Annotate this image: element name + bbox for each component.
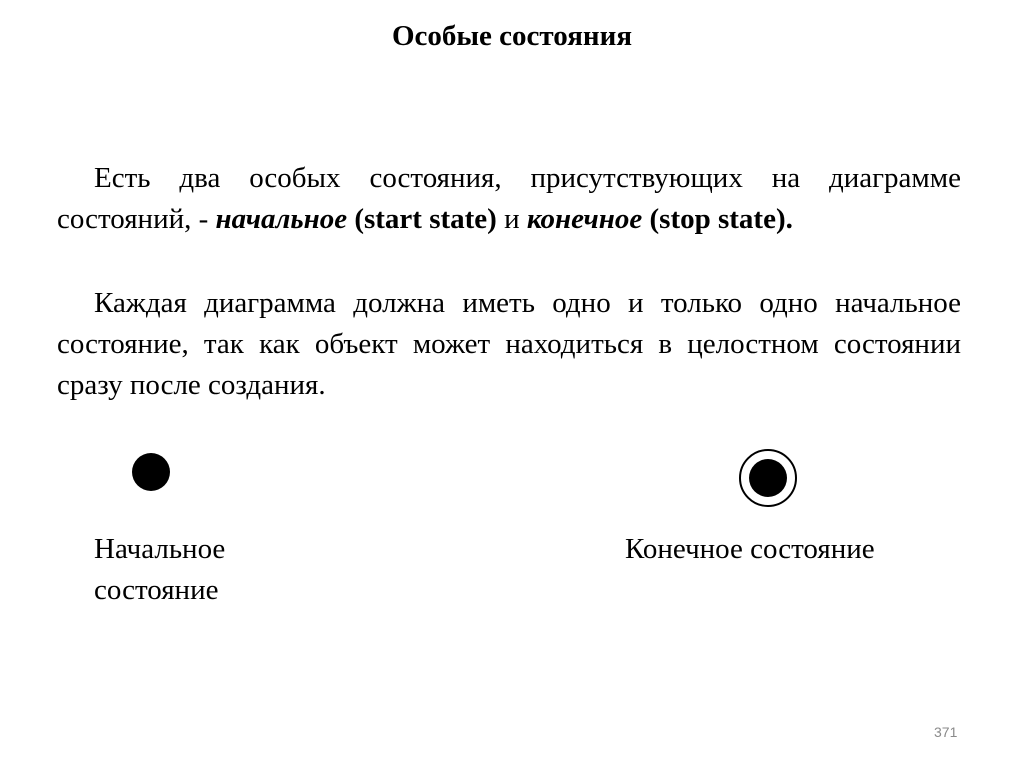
term-stop-ru: конечное	[526, 203, 643, 235]
term-start-en: (start state)	[354, 203, 497, 235]
paragraph-special-states	[57, 158, 961, 240]
stop-state-label: Конечное состояние	[625, 533, 875, 565]
start-state-label: Начальное состояние	[94, 533, 226, 606]
paragraph-single-start: Каждая диаграмма должна иметь одно и только одно начальное состояние, так как объект может находиться в целостном состоянии сразу после создания.	[57, 287, 961, 401]
term-start-ru: начальное	[215, 203, 348, 235]
slide-title: Особые состояния	[391, 20, 633, 52]
term-stop-en: (stop state).	[649, 203, 793, 235]
conjunction: и	[496, 203, 527, 235]
page-number: 371	[934, 724, 958, 740]
start-state-icon	[132, 453, 170, 491]
stop-state-icon	[739, 449, 797, 507]
paragraph-text: Есть два особых состояния, присутствующих на диаграмме состояний, -	[57, 162, 961, 235]
stop-state-inner-dot	[749, 459, 787, 497]
